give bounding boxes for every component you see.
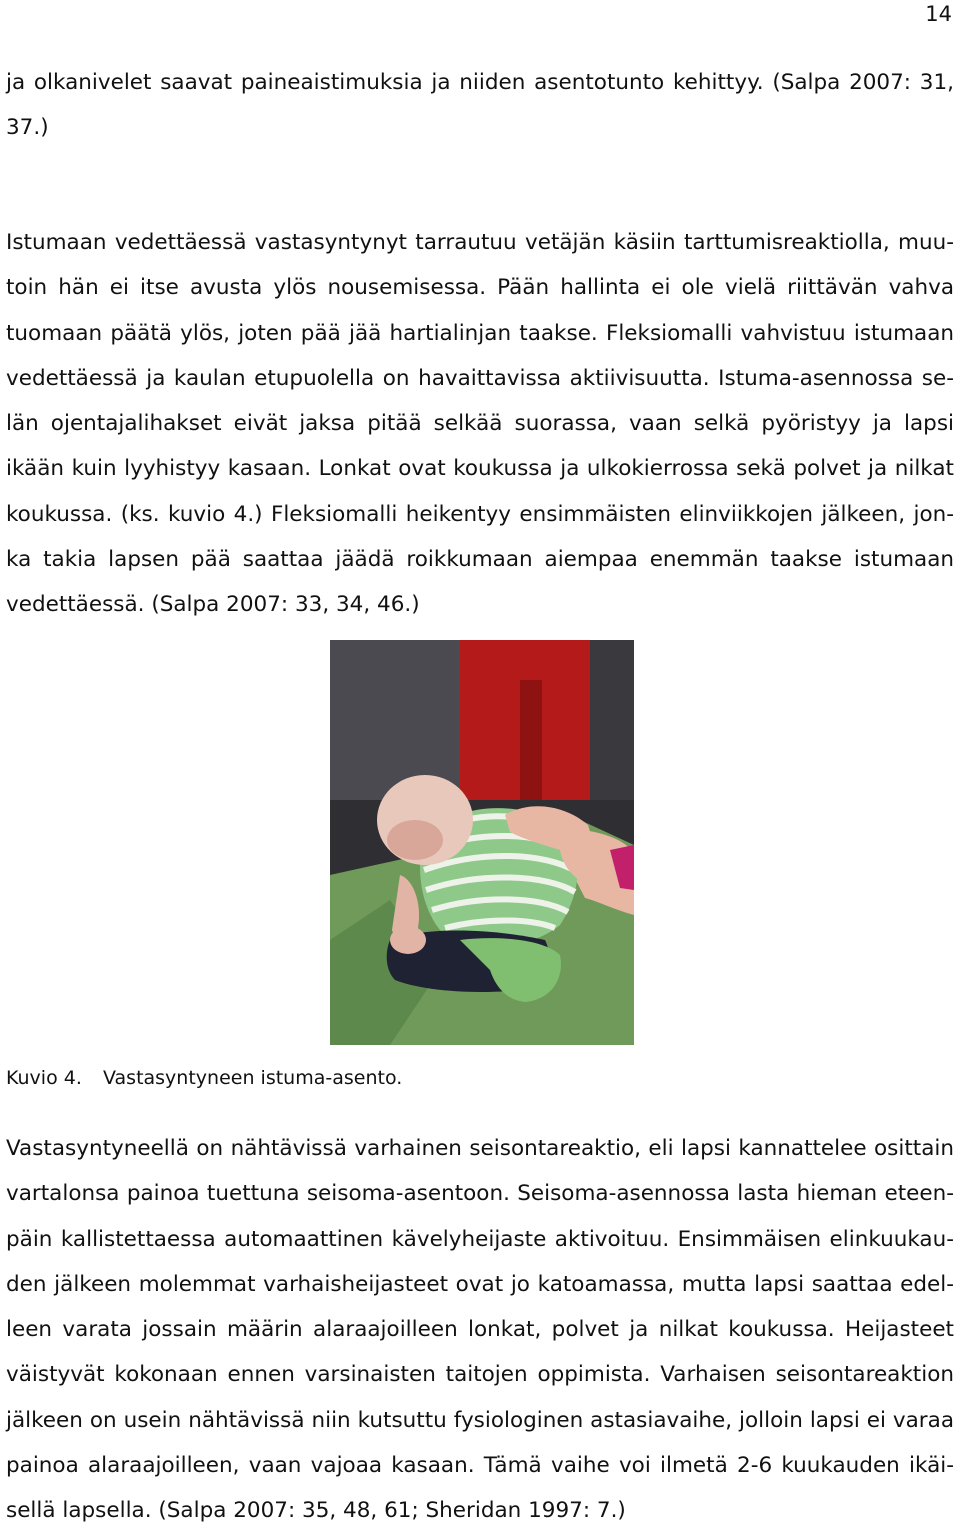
figure-photo-baby-sitting	[330, 640, 634, 1045]
paragraph-line: Vastasyntyneellä on nähtävissä varhainen seisontareaktio, eli lapsi kannattelee osittain	[6, 1136, 954, 1161]
paragraph-line: painoa alaraajoilleen, vaan vajoaa kasaan. Tämä vaihe voi ilmetä 2-6 kuukauden ikäi-	[6, 1453, 954, 1479]
figure-caption	[6, 1066, 402, 1090]
photo-wall-left	[330, 640, 470, 800]
photo-baby-face	[387, 820, 443, 860]
paragraph-line: jälkeen on usein nähtävissä niin kutsuttu fysiologinen astasiavaihe, jolloin lapsi ei varaa	[6, 1407, 954, 1433]
paragraph-line: vedettäessä. (Salpa 2007: 33, 34, 46.)	[6, 592, 420, 618]
paragraph-line: ikään kuin lyyhistyy kasaan. Lonkat ovat koukussa ja ulkokierrossa sekä polvet ja nilkat	[6, 456, 954, 482]
figure-label: Kuvio 4.	[6, 1067, 82, 1089]
paragraph-line: ka takia lapsen pää saattaa jäädä roikkumaan aiempaa enemmän taakse istumaan	[6, 547, 954, 573]
paragraph-line: sellä lapsella. (Salpa 2007: 35, 48, 61; Sheridan 1997: 7.)	[6, 1498, 626, 1524]
paragraph-line: päin kallistettaessa automaattinen kävelyheijaste aktivoituu. Ensimmäisen elinkuukau-	[6, 1226, 954, 1252]
paragraph-line: toin hän ei itse avusta ylös nousemisessa. Pään hallinta ei ole vielä riittävän vahva	[6, 275, 954, 301]
paragraph-line: vedettäessä ja kaulan etupuolella on havaittavissa aktiivisuutta. Istuma-asennossa se-	[6, 365, 954, 391]
page-number: 14	[925, 2, 952, 26]
paragraph-line: väistyvät kokonaan ennen varsinaisten taitojen oppimista. Varhaisen seisontareaktion	[6, 1362, 954, 1388]
figure-caption-text: Vastasyntyneen istuma-asento.	[103, 1067, 403, 1089]
paragraph-1	[6, 60, 954, 151]
paragraph-line: Istumaan vedettäessä vastasyntynyt tarrautuu vetäjän käsiin tarttumisreaktiolla, muu-	[6, 230, 954, 255]
paragraph-3	[6, 1126, 954, 1534]
paragraph-line: koukussa. (ks. kuvio 4.) Fleksiomalli heikentyy ensimmäisten elinviikkojen jälkeen, jon-	[6, 501, 954, 527]
paragraph-line: leen varata jossain määrin alaraajoilleen lonkat, polvet ja nilkat koukussa. Heijasteet	[6, 1317, 954, 1343]
paragraph-line: län ojentajalihakset eivät jaksa pitää selkää suorassa, vaan selkä pyöristyy ja lapsi	[6, 411, 954, 437]
paragraph-line: vartalonsa painoa tuettuna seisoma-asentoon. Seisoma-asennossa lasta hieman eteen-	[6, 1181, 954, 1207]
baby-photo-illustration	[330, 640, 634, 1045]
paragraph-2	[6, 220, 954, 628]
paragraph-line: 37.)	[6, 115, 49, 141]
photo-baby-foot	[390, 926, 426, 954]
paragraph-line: ja olkanivelet saavat paineaistimuksia ja niiden asentotunto kehittyy. (Salpa 2007: 31,	[6, 70, 954, 95]
paragraph-line: den jälkeen molemmat varhaisheijasteet ovat jo katoamassa, mutta lapsi saattaa edel-	[6, 1271, 954, 1297]
paragraph-line: tuomaan päätä ylös, joten pää jää hartialinjan taakse. Fleksiomalli vahvistuu istumaan	[6, 320, 954, 346]
